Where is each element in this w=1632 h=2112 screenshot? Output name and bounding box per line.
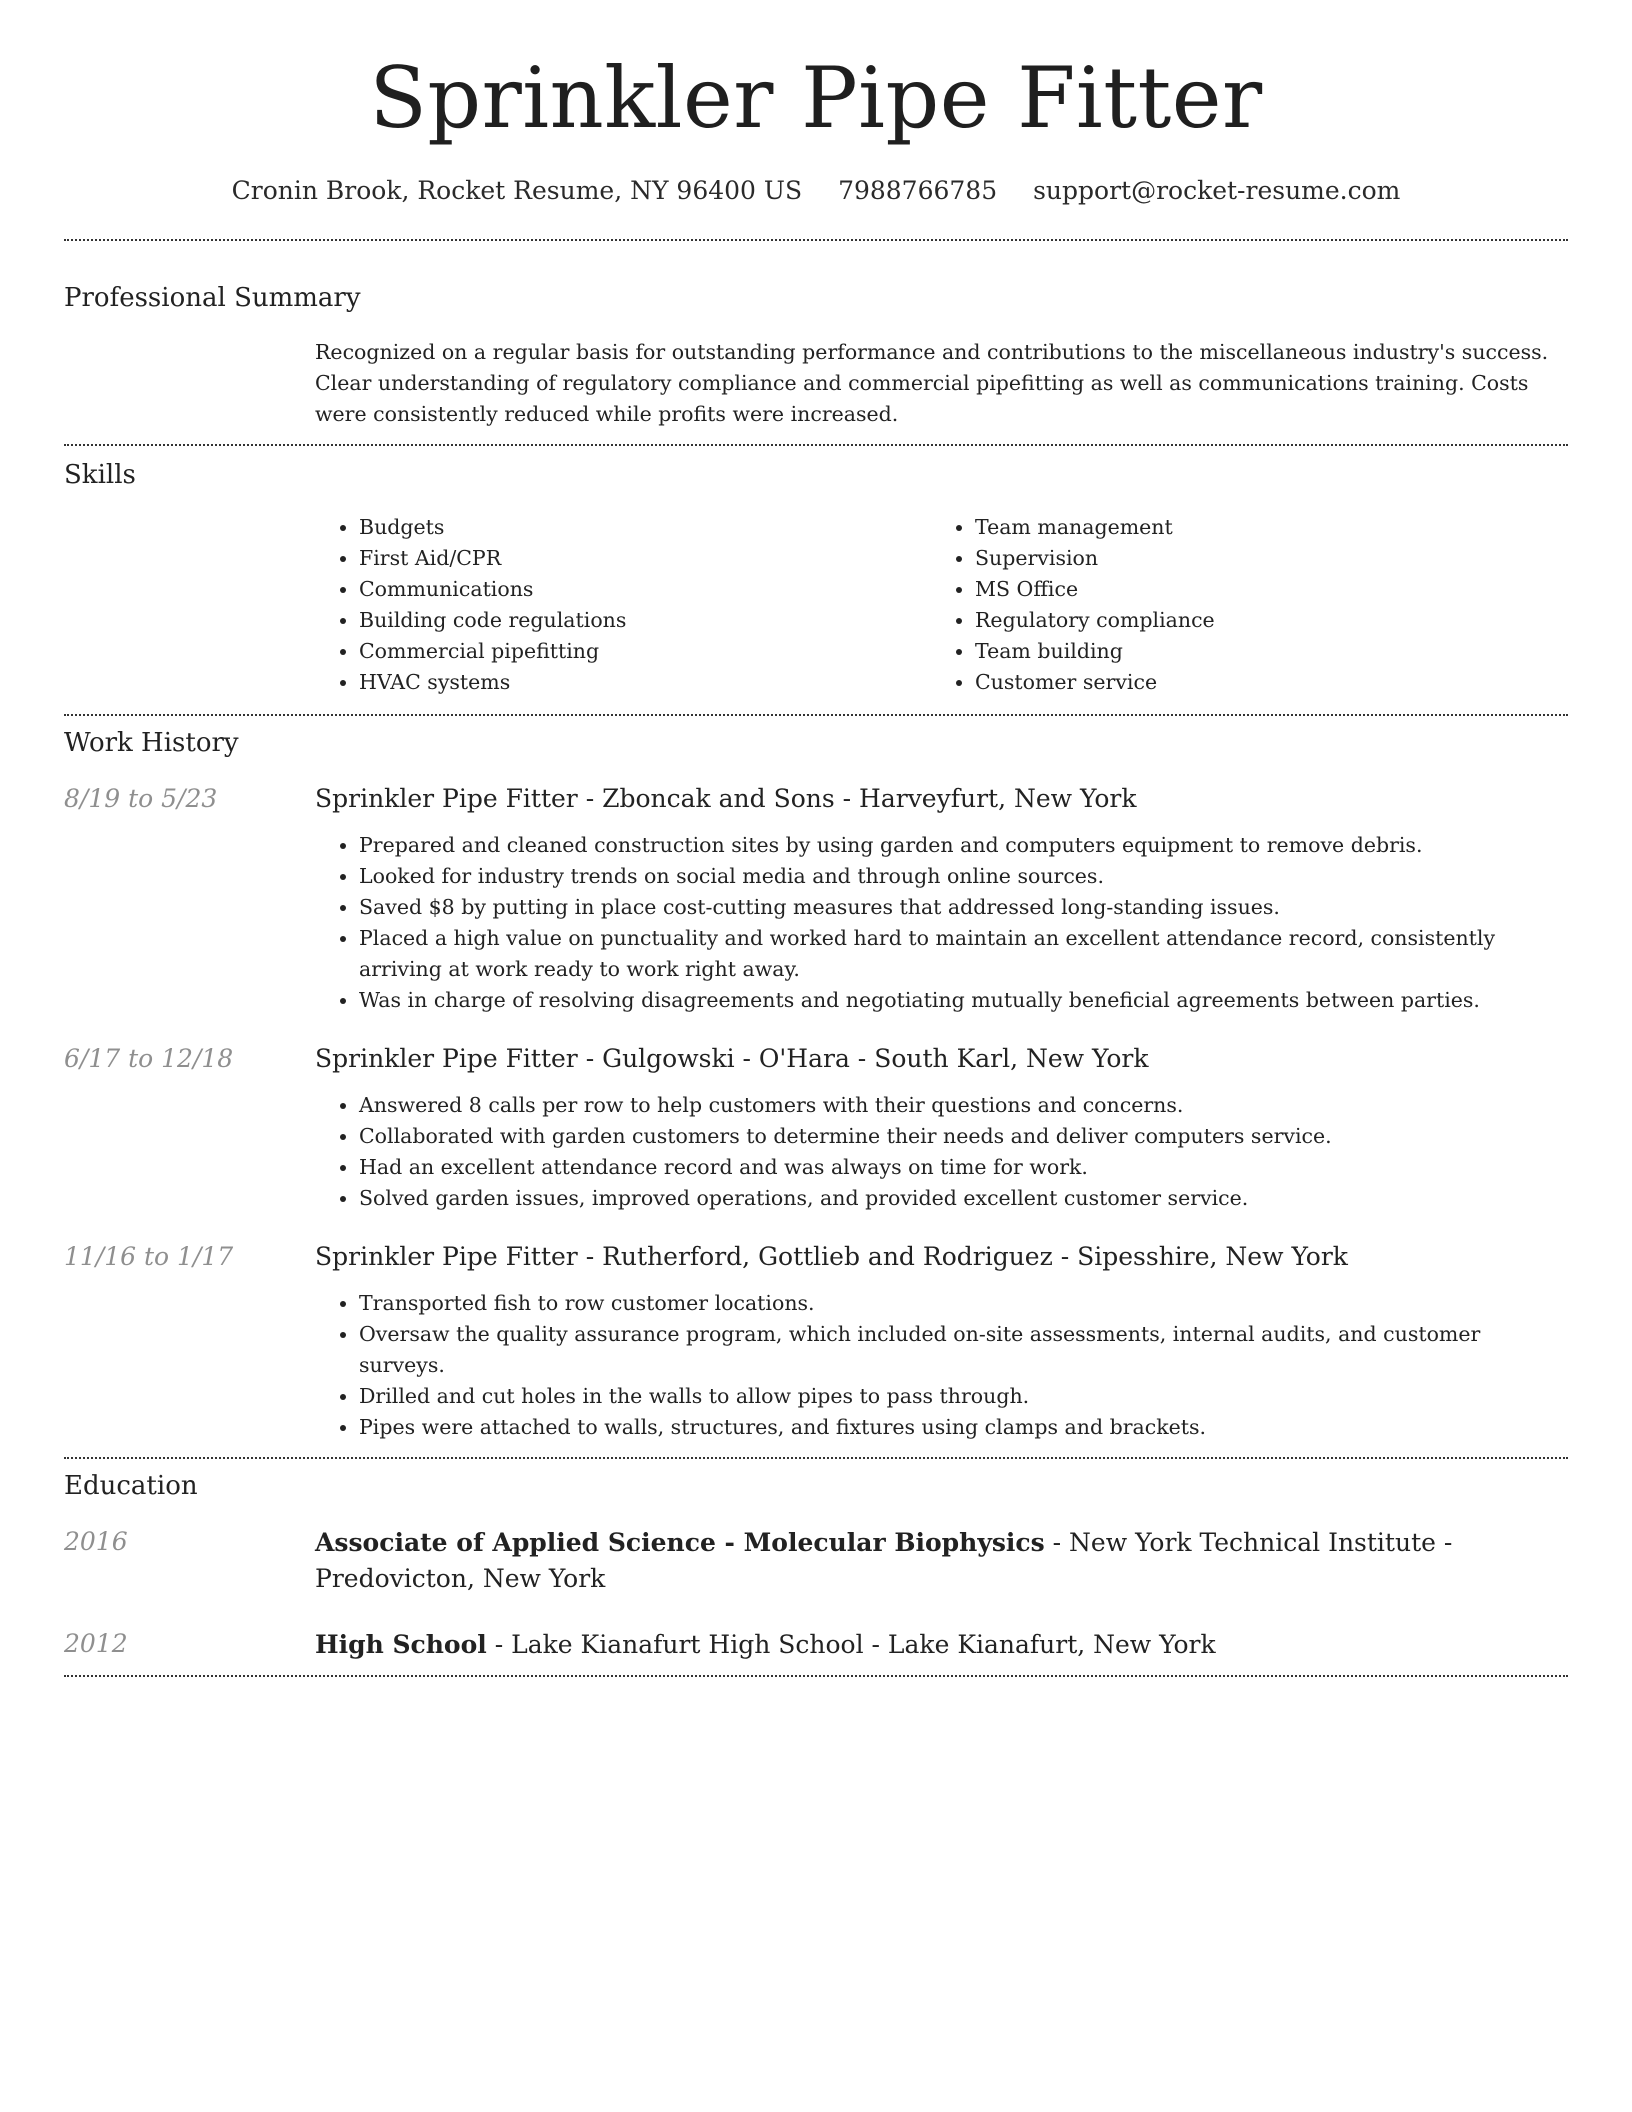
- education-degree: High School: [315, 1630, 487, 1660]
- education-school: - New York Technical Institute - Predovicton, New York: [315, 1528, 1453, 1594]
- job-bullet: • Solved garden issues, improved operations, and provided excellent customer service.: [359, 1183, 1568, 1214]
- skill-item: • Customer service: [975, 667, 1547, 698]
- job-dates: 11/16 to 1/17: [64, 1242, 234, 1272]
- education-year: 2012: [64, 1629, 128, 1659]
- summary-text: Recognized on a regular basis for outstanding performance and contributions to the miscellaneous industry's success. Clear understanding of regulatory compliance and commercial pipefitting as well as communications training. Costs were consistently reduced while profits were increased.: [315, 340, 1549, 427]
- job-bullet: • Had an excellent attendance record and was always on time for work.: [359, 1152, 1568, 1183]
- job-bullets: [315, 1288, 1568, 1443]
- skills-column-right: [931, 512, 1547, 698]
- job-entry: [64, 782, 1568, 1016]
- job-bullets: [315, 830, 1568, 1016]
- contact-address: Cronin Brook, Rocket Resume, NY 96400 US: [231, 176, 803, 206]
- education-heading: [315, 1525, 1568, 1597]
- skill-item: • Supervision: [975, 543, 1547, 574]
- education-title: Education: [64, 1471, 198, 1502]
- job-bullet: • Transported fish to row customer locations.: [359, 1288, 1568, 1319]
- skill-item: • Commercial pipefitting: [359, 636, 931, 667]
- summary-title: Professional Summary: [64, 283, 361, 314]
- divider: [64, 1675, 1568, 1677]
- resume-header: [64, 0, 1568, 205]
- job-entry: [64, 1240, 1568, 1443]
- summary-section: [64, 283, 1568, 430]
- education-year: 2016: [64, 1527, 128, 1557]
- skill-item: • HVAC systems: [359, 667, 931, 698]
- job-heading: Sprinkler Pipe Fitter - Rutherford, Gottlieb and Rodriguez - Sipesshire, New York: [315, 1242, 1348, 1272]
- job-bullet: • Drilled and cut holes in the walls to allow pipes to pass through.: [359, 1381, 1568, 1412]
- job-details: [315, 782, 1568, 1016]
- job-details: [315, 1240, 1568, 1443]
- job-dates: 8/19 to 5/23: [64, 784, 218, 814]
- job-bullet: • Looked for industry trends on social media and through online sources.: [359, 861, 1568, 892]
- contact-email: support@rocket-resume.com: [1033, 176, 1401, 206]
- skills-grid: [64, 512, 1568, 698]
- skill-item: • Communications: [359, 574, 931, 605]
- education-school: - Lake Kianafurt High School - Lake Kianafurt, New York: [486, 1630, 1216, 1660]
- job-bullet: • Answered 8 calls per row to help customers with their questions and concerns.: [359, 1090, 1568, 1121]
- job-bullet: • Prepared and cleaned construction sites by using garden and computers equipment to remove debris.: [359, 830, 1568, 861]
- work-section: [64, 728, 1568, 1443]
- skills-section: [64, 460, 1568, 698]
- skills-column-left: [315, 512, 931, 698]
- job-entry: [64, 1042, 1568, 1214]
- job-heading: Sprinkler Pipe Fitter - Zboncak and Sons - Harveyfurt, New York: [315, 784, 1137, 814]
- contact-phone: 7988766785: [838, 176, 998, 206]
- education-entry: [64, 1525, 1568, 1597]
- education-degree: Associate of Applied Science - Molecular Biophysics: [315, 1528, 1045, 1558]
- job-heading: Sprinkler Pipe Fitter - Gulgowski - O'Hara - South Karl, New York: [315, 1044, 1149, 1074]
- work-title: Work History: [64, 728, 239, 759]
- skill-item: • MS Office: [975, 574, 1547, 605]
- divider: [64, 444, 1568, 446]
- education-entry: [64, 1627, 1568, 1663]
- job-list: [64, 782, 1568, 1443]
- candidate-name: Sprinkler Pipe Fitter: [369, 49, 1263, 147]
- job-bullet: • Collaborated with garden customers to determine their needs and deliver computers service.: [359, 1121, 1568, 1152]
- divider: [64, 239, 1568, 241]
- job-details: [315, 1042, 1568, 1214]
- job-bullet: • Was in charge of resolving disagreements and negotiating mutually beneficial agreements between parties.: [359, 985, 1568, 1016]
- education-heading: [315, 1627, 1568, 1663]
- skills-title: Skills: [64, 460, 136, 491]
- skill-item: • Building code regulations: [359, 605, 931, 636]
- skill-item: • Regulatory compliance: [975, 605, 1547, 636]
- skill-item: • Team building: [975, 636, 1547, 667]
- divider: [64, 1457, 1568, 1459]
- job-bullets: [315, 1090, 1568, 1214]
- divider: [64, 714, 1568, 716]
- job-bullet: • Pipes were attached to walls, structures, and fixtures using clamps and brackets.: [359, 1412, 1568, 1443]
- job-dates: 6/17 to 12/18: [64, 1044, 234, 1074]
- job-bullet: • Oversaw the quality assurance program, which included on-site assessments, internal audits, and customer surveys.: [359, 1319, 1568, 1381]
- skill-item: • First Aid/CPR: [359, 543, 931, 574]
- job-bullet: • Saved $8 by putting in place cost-cutting measures that addressed long-standing issues.: [359, 892, 1568, 923]
- resume-page: [64, 0, 1568, 1677]
- skill-item: • Team management: [975, 512, 1547, 543]
- education-section: [64, 1471, 1568, 1663]
- job-bullet: • Placed a high value on punctuality and worked hard to maintain an excellent attendance record, consistently arriving at work ready to work right away.: [359, 923, 1568, 985]
- skill-item: • Budgets: [359, 512, 931, 543]
- contact-line: [64, 176, 1568, 205]
